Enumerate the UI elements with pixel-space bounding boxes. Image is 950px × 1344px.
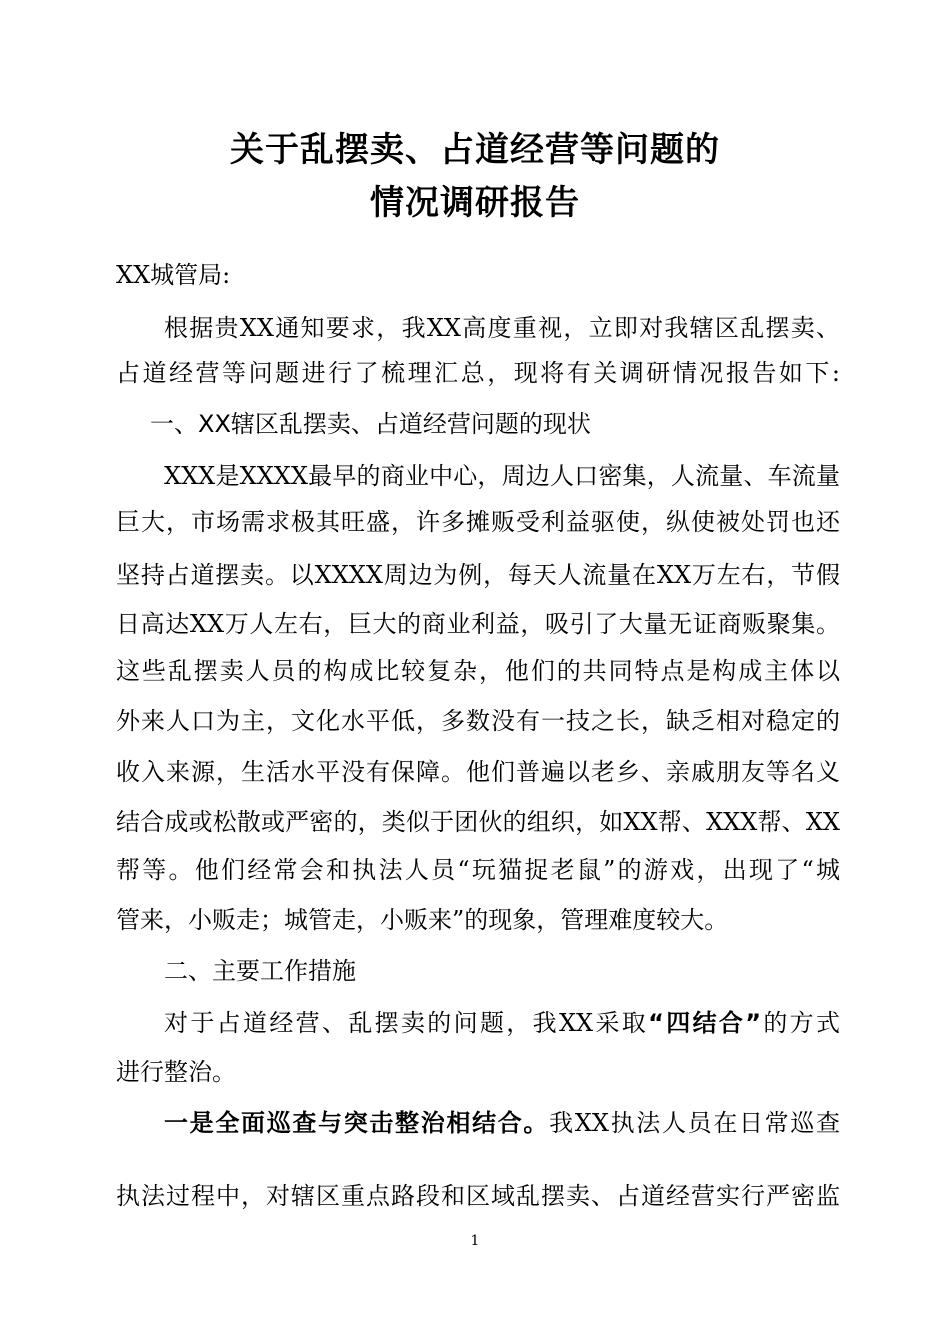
document-title-line1: 关于乱摆卖、占道经营等问题的 — [230, 130, 720, 170]
measure1-rest: 我XX执法人员在日常巡查 — [549, 1109, 840, 1137]
intro-line-2: 占道经营等问题进行了梳理汇总，现将有关调研情况报告如下: — [116, 359, 840, 387]
section1-line-1: XXX是XXXX最早的商业中心，周边人口密集，人流量、车流量 — [164, 462, 840, 490]
section1-line-5: 这些乱摆卖人员的构成比较复杂，他们的共同特点是构成主体以 — [116, 657, 840, 685]
four-combinations-emphasis: “四结合” — [648, 1009, 762, 1037]
section2-line1-post: 的方式 — [761, 1009, 840, 1037]
measure1-bold-heading: 一是全面巡查与突击整治相结合。 — [164, 1109, 550, 1137]
section1-line-4: 日高达XX万人左右，巨大的商业利益，吸引了大量无证商贩聚集。 — [116, 610, 840, 638]
section1-line-10: 管来，小贩走；城管走，小贩来”的现象，管理难度较大。 — [116, 906, 729, 934]
salutation: XX城管局: — [116, 261, 231, 289]
intro-line-1: 根据贵XX通知要求，我XX高度重视，立即对我辖区乱摆卖、 — [164, 314, 840, 342]
section1-line-2: 巨大，市场需求极其旺盛，许多摊贩受利益驱使，纵使被处罚也还 — [116, 508, 840, 536]
measure1-line-1 — [164, 1108, 840, 1138]
measure1-line-2: 执法过程中，对辖区重点路段和区域乱摆卖、占道经营实行严密监 — [116, 1182, 840, 1210]
section2-line1-pre: 对于占道经营、乱摆卖的问题，我XX采取 — [164, 1009, 649, 1037]
section2-heading: 二、主要工作措施 — [164, 957, 356, 985]
section1-line-8: 结合成或松散或严密的，类似于团伙的组织，如XX帮、XXX帮、XX — [116, 808, 840, 836]
page-number: 1 — [470, 1233, 480, 1249]
section1-line-7: 收入来源，生活水平没有保障。他们普遍以老乡、亲戚朋友等名义 — [116, 758, 840, 786]
section1-line-9: 帮等。他们经常会和执法人员“玩猫捉老鼠”的游戏，出现了“城 — [116, 856, 840, 884]
document-title-line2: 情况调研报告 — [370, 183, 580, 223]
section2-line-1 — [164, 1008, 840, 1038]
section2-line-2: 进行整治。 — [116, 1058, 236, 1086]
section1-line-6: 外来人口为主，文化水平低，多数没有一技之长，缺乏相对稳定的 — [116, 707, 840, 735]
section1-line-3: 坚持占道摆卖。以XXXX周边为例，每天人流量在XX万左右，节假 — [116, 561, 840, 589]
section1-heading: 一、XX辖区乱摆卖、占道经营问题的现状 — [150, 410, 591, 438]
